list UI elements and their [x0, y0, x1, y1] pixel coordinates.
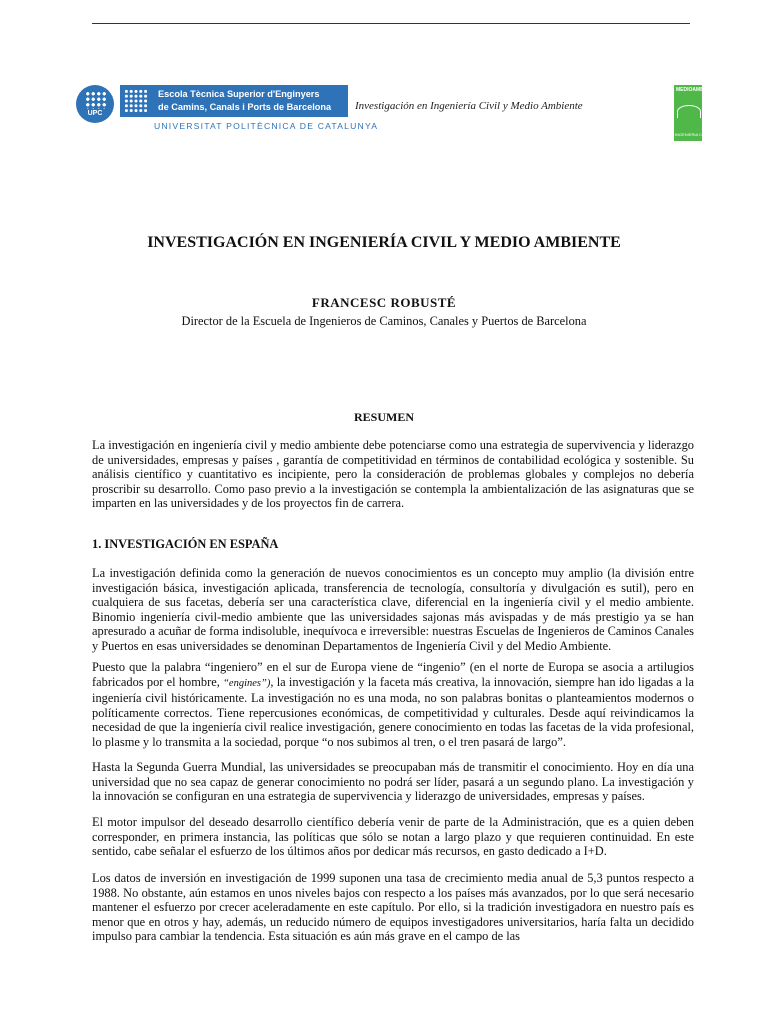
top-rule: [92, 23, 690, 24]
school-name-line2: de Camins, Canals i Ports de Barcelona: [158, 102, 332, 112]
section-heading: 1. INVESTIGACIÓN EN ESPAÑA: [92, 537, 279, 551]
school-emblem-icon: [124, 89, 148, 113]
abstract-paragraph: La investigación en ingeniería civil y medio ambiente debe potenciarse como una estrategia de supervivencia y liderazgo de universidades, empresas y países , garantía de competitividad en términos de contabilidad ecológica y sostenible. Su análisis científico y cuantitativo es incipiente, pero la consideración de problemas globales y complejos no debería proscribir su desarrollo. Como paso previo a la investigación se contempla la ambientalización de las asignaturas que se imparten en las universidades y de los proyectos fin de carrera.: [92, 438, 694, 511]
body-paragraph-5: [92, 871, 694, 944]
paragraph-text: Los datos de inversión en investigación de 1999 suponen una tasa de crecimiento media anual de 5,3 puntos respecto a 1988. No obstante, aún estamos en unos niveles bajos con respecto a los países más avanzados, por lo que será necesario mantener el esfuerzo por crecer aceleradamente en este capítulo. Por ello, si la tradición investigadora en nuestro país es menor que en otros y hay, además, un reducido número de equipos investigadores universitarios, haría falta un decidido impulso para cambiar la tendencia. Esta situación es aún más grave en el campo de las: [92, 871, 694, 944]
paragraph-text: [92, 660, 694, 750]
body-paragraph-1: [92, 566, 694, 654]
author-affiliation: Director de la Escuela de Ingenieros de Caminos, Canales y Puertos de Barcelona: [181, 314, 587, 328]
paragraph-text-part-b: , la investigación y la faceta más creativa, la innovación, siempre han ido ligadas a la ingeniería civil históricamente. La investigación no es una moda, no son palabras bonitas o planteamientos modernos o políticamente correctos. Tiene repercusiones económicas, de competitividad y culturales. Desde aquí reivindicamos la necesidad de que la ingeniería civil realice investigación, genere conocimiento en todas las facetas de la vida profesional, lo plasme y lo transmita a la sociedad, porque “o nos subimos al tren, o el tren pasará de largo”.: [92, 674, 694, 749]
paper-title: INVESTIGACIÓN EN INGENIERÍA CIVIL Y MEDIO AMBIENTE: [147, 234, 621, 251]
upc-dots-icon: [85, 91, 107, 109]
body-paragraph-2: [92, 660, 694, 750]
author-name: FRANCESC ROBUSTÉ: [311, 295, 457, 310]
engines-term: “engines”): [223, 677, 271, 689]
paragraph-text: Hasta la Segunda Guerra Mundial, las universidades se preocupaban más de transmitir el conocimiento. Hoy en día una universidad que no sea capaz de generar conocimiento no podrá ser líder, pasará a un segundo plano. La investigación y la innovación se configuran en una estrategia de supervivencia y liderazgo de universidades, empresas y países.: [92, 760, 694, 804]
abstract-heading: RESUMEN: [353, 410, 414, 424]
abstract-text: [92, 438, 694, 511]
university-name: UNIVERSITAT POLITÈCNICA DE CATALUNYA: [154, 121, 379, 131]
page-header: [76, 84, 719, 144]
paragraph-text: La investigación definida como la generación de nuevos conocimientos es un concepto muy amplio (la división entre investigación básica, investigación aplicada, transferencia de tecnología, consultoría y divulgación es sutil), pero en cualquiera de sus facetas, debería ser una característica clave, diferencial en la ingeniería civil y el medio ambiente. Binomio ingeniería civil-medio ambiente que las universidades sajonas más avispadas y de más prestigio ya se han apresurado a acuñar de forma indisoluble, inequívoca e irreversible: nuestras Escuelas de Ingenieros de Caminos Canales y Puertos en esas universidades se denominan Departamentos de Ingeniería Civil y del Medio Ambiente.: [92, 566, 694, 653]
paragraph-text-part-a: Puesto que la palabra “ingeniero” en el sur de Europa viene de “ingenio” (en el norte de Europa se asocia a artilugios fabricados por el hombre,: [92, 660, 694, 689]
upc-logo-text: UPC: [87, 110, 103, 117]
upc-logo: [76, 85, 114, 123]
school-logo: [120, 85, 348, 117]
paragraph-text: El motor impulsor del deseado desarrollo científico debería venir de parte de la Administración, que es a quien deben corresponder, en primera instancia, las políticas que sólo se notan a largo plazo y que requieren continuidad. En este sentido, cabe señalar el esfuerzo de los últimos años por dedicar más recursos, en gasto dedicado a I+D.: [92, 815, 694, 859]
header-journal-title: Investigación en Ingeniería Civil y Medio Ambiente: [355, 100, 583, 112]
wave-icon: [677, 105, 701, 118]
medioambiente-logo-top: MEDIOAMBIENTE: [676, 87, 719, 93]
body-paragraph-3: [92, 760, 694, 804]
body-paragraph-4: [92, 815, 694, 859]
medioambiente-logo-bottom: INGENIERIA CIVIL: [675, 132, 710, 137]
medioambiente-logo: [674, 85, 719, 141]
school-name-line1: Escola Tècnica Superior d'Enginyers: [158, 89, 320, 99]
